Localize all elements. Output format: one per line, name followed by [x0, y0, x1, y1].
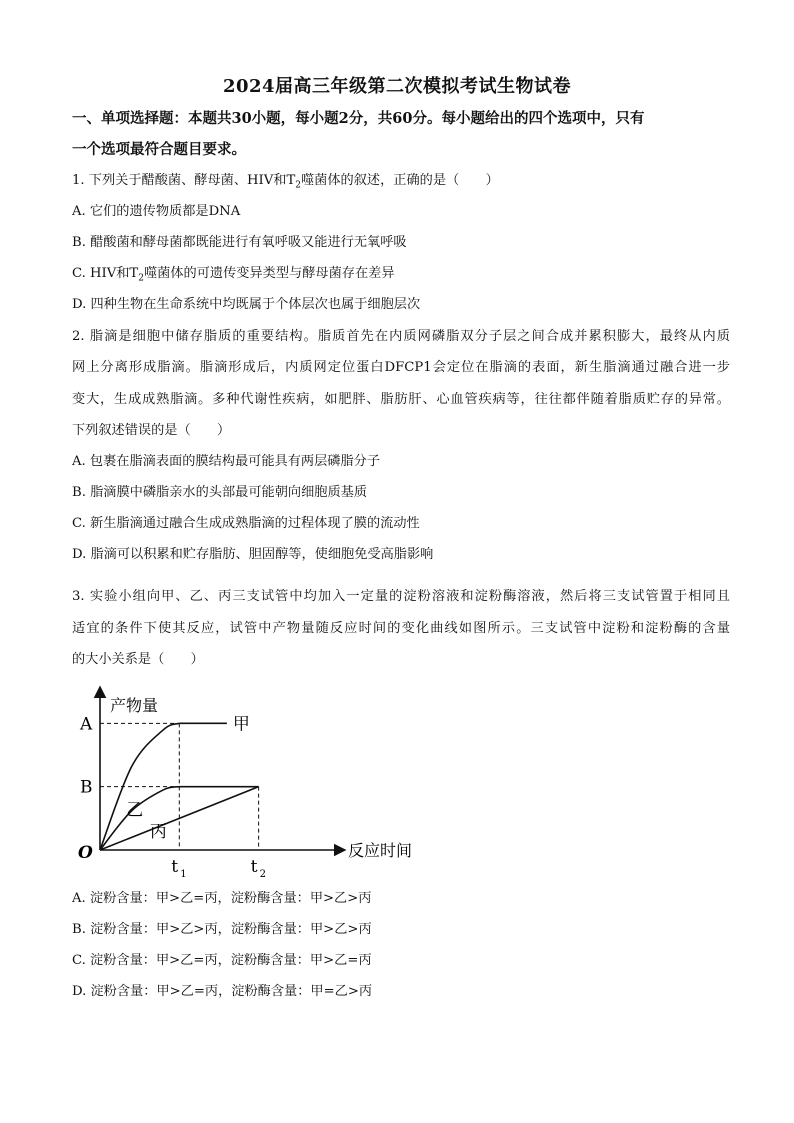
q1-option-b[interactable]: B. 醋酸菌和酵母菌都既能进行有氧呼吸又能进行无氧呼吸	[72, 235, 407, 250]
series-label-2: 丙	[149, 821, 167, 842]
y-mark-label-b: B	[80, 777, 93, 798]
q2-option-b[interactable]: B. 脂滴膜中磷脂亲水的头部最可能朝向细胞质基质	[72, 485, 368, 500]
q2-option-d[interactable]: D. 脂滴可以积累和贮存脂肪、胆固醇等，使细胞免受高脂影响	[72, 547, 434, 562]
origin-label: O	[78, 843, 93, 863]
q3-stem-line2: 适宜的条件下使其反应，试管中产物量随反应时间的变化曲线如图所示。三支试管中淀粉和淀粉酶的含量	[72, 621, 730, 636]
x-axis-label: 反应时间	[348, 841, 413, 860]
q3-option-a[interactable]: A. 淀粉含量：甲>乙=丙，淀粉酶含量：甲>乙>丙	[72, 891, 372, 906]
chart-marks	[79, 714, 266, 880]
q1-option-a[interactable]: A. 它们的遗传物质都是DNA	[72, 204, 241, 219]
x-mark-label-t1: t	[171, 857, 179, 877]
x-mark-label-t2: t	[250, 857, 258, 877]
q2-option-c[interactable]: C. 新生脂滴通过融合生成成熟脂滴的过程体现了膜的流动性	[72, 516, 420, 531]
series-label-1: 乙	[126, 800, 144, 821]
q2-stem-line2: 网上分离形成脂滴。脂滴形成后，内质网定位蛋白DFCP1会定位在脂滴的表面，新生脂滴通过融合进一步	[72, 360, 730, 375]
x-mark-sub-t2: 2	[259, 869, 266, 880]
q2-stem-line4: 下列叙述错误的是（ ）	[72, 423, 231, 438]
q3-option-c[interactable]: C. 淀粉含量：甲>乙=丙，淀粉酶含量：甲>乙=丙	[72, 953, 372, 968]
q1-option-c-sub: 2	[138, 273, 144, 284]
q1-stem-text-2: 噬菌体的叙述，正确的是（ ）	[300, 173, 499, 188]
q1-option-c-text: C. HIV和T	[72, 266, 139, 281]
q1-option-c-text-2: 噬菌体的可遗传变异类型与酵母菌存在差异	[143, 266, 395, 281]
q1-option-c[interactable]	[72, 264, 395, 289]
series-jia-curve	[100, 723, 179, 850]
section-heading-line1: 一、单项选择题：本题共30小题，每小题2分，共60分。每小题给出的四个选项中，只有	[72, 110, 645, 127]
series-label-0: 甲	[232, 714, 250, 735]
q3-stem-line3: 的大小关系是（ ）	[72, 652, 204, 667]
y-mark-label-a: A	[80, 714, 93, 735]
x-mark-sub-t1: 1	[180, 869, 187, 880]
q2-option-a[interactable]: A. 包裹在脂滴表面的膜结构最可能具有两层磷脂分子	[72, 454, 381, 469]
q2-stem-line1: 2. 脂滴是细胞中储存脂质的重要结构。脂质首先在内质网磷脂双分子层之间合成并累积膨大，最终从内质	[72, 329, 730, 344]
q1-stem	[72, 171, 499, 196]
section-heading-line2: 一个选项最符合题目要求。	[72, 141, 246, 158]
q1-stem-text: 1. 下列关于醋酸菌、酵母菌、HIV和T	[72, 173, 296, 188]
q1-option-d[interactable]: D. 四种生物在生命系统中均既属于个体层次也属于细胞层次	[72, 297, 421, 312]
q3-option-d[interactable]: D. 淀粉含量：甲>乙=丙，淀粉酶含量：甲=乙>丙	[72, 984, 373, 999]
q1-stem-sub: 2	[295, 180, 301, 191]
page-title: 2024届高三年级第二次模拟考试生物试卷	[222, 76, 572, 97]
q3-option-b[interactable]: B. 淀粉含量：甲>乙>丙，淀粉酶含量：甲>乙>丙	[72, 922, 372, 937]
q2-stem-line3: 变大，生成成熟脂滴。多种代谢性疾病，如肥胖、脂肪肝、心血管疾病等，往往都伴随着脂质贮存的异常。	[72, 392, 730, 407]
product-time-graph	[72, 680, 442, 880]
y-axis-label: 产物量	[110, 696, 159, 715]
q3-stem-line1: 3. 实验小组向甲、乙、丙三支试管中均加入一定量的淀粉溶液和淀粉酶溶液，然后将三支试管置于相同且	[72, 589, 730, 604]
